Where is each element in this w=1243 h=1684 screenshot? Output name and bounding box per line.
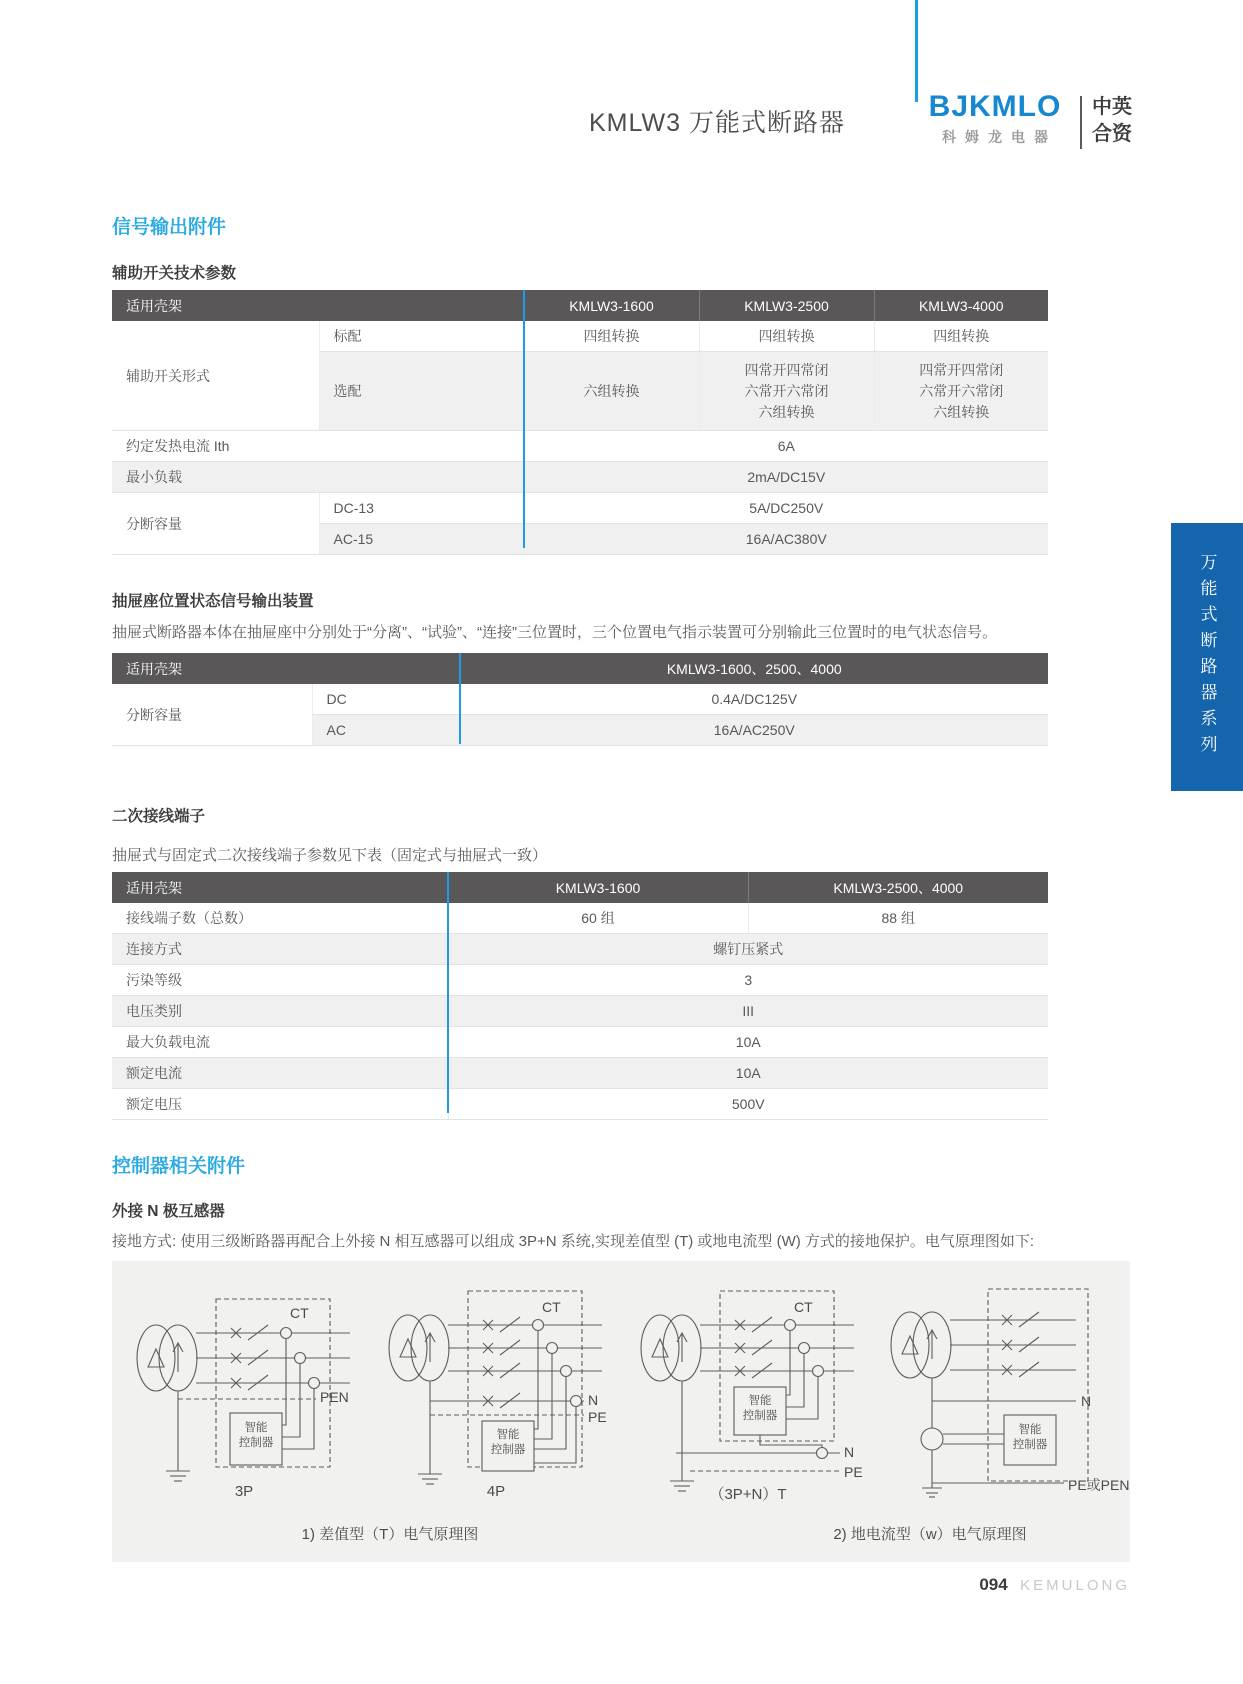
aux-dc13-value: 5A/DC250V [524, 493, 1048, 524]
diagram-row [120, 1275, 1130, 1503]
drawer-dc-label: DC [312, 684, 460, 715]
phase-lines [700, 1317, 854, 1378]
figure-caption-ground-current: 2) 地电流型（w）电气原理图 [833, 1526, 1027, 1543]
drawer-signal-table [112, 653, 1048, 746]
terminal-header-2500-4000: KMLW3-2500、4000 [748, 872, 1048, 903]
aux-break-label: 分断容量 [112, 493, 319, 555]
aux-switch-title: 辅助开关技术参数 [112, 265, 237, 282]
drawer-signal-desc: 抽屉式断路器本体在抽屉座中分别处于“分离”、“试验”、“连接”三位置时，三个位置电气指示装置可分别输此三位置时的电气状态信号。 [112, 624, 997, 641]
aux-minload-value: 2mA/DC15V [524, 462, 1048, 493]
logo-divider [1080, 96, 1082, 149]
top-accent-line [915, 0, 918, 102]
wiring-diagram-panel [112, 1261, 1130, 1562]
terminal-rated-current-label: 额定电流 [112, 1058, 448, 1089]
terminal-count-1600: 60 组 [448, 903, 748, 934]
terminal-row-rated-current [112, 1058, 1048, 1089]
terminal-count-label: 接线端子数（总数） [112, 903, 448, 934]
transformer-symbol [389, 1315, 449, 1381]
aux-std-1600: 四组转换 [524, 321, 699, 352]
controller-label: 智能 控制器 [490, 1429, 526, 1456]
joint-venture-line2: 合资 [1092, 123, 1132, 145]
aux-std-label: 标配 [319, 321, 524, 352]
terminal-max-current-value: 10A [448, 1027, 1048, 1058]
series-side-tab-text: 万能式断路器系列 [1197, 553, 1217, 761]
ground-ct-sensor [921, 1378, 1004, 1483]
aux-ith-value: 6A [524, 431, 1048, 462]
footer-brand: KEMULONG [1020, 1577, 1130, 1594]
terminal-title: 二次接线端子 [112, 808, 206, 825]
terminal-connection-value: 螺钉压紧式 [448, 934, 1048, 965]
diagram-caption-3p: 3P [234, 1483, 254, 1500]
diagram-3p-n-t-svg [624, 1275, 872, 1500]
aux-std-2500: 四组转换 [699, 321, 874, 352]
brand-logo-wordmark: BJKMLO [928, 90, 1062, 123]
aux-table-accent-line [523, 290, 525, 548]
ct-label: CT [290, 1305, 309, 1321]
drawer-header-frame: 适用壳架 [112, 653, 460, 684]
drawer-dc-value: 0.4A/DC125V [460, 684, 1048, 715]
nct-desc: 接地方式: 使用三级断路器再配合上外接 N 相互感器可以组成 3P+N 系统,实现差值型 (T) 或地电流型 (W) 方式的接地保护。电气原理图如下: [112, 1233, 1035, 1250]
aux-switch-table [112, 290, 1048, 555]
aux-form-label: 辅助开关形式 [112, 321, 319, 431]
nct-title: 外接 N 极互感器 [112, 1203, 225, 1220]
terminal-voltage-class-value: III [448, 996, 1048, 1027]
aux-header-4000: KMLW3-4000 [874, 290, 1048, 321]
ground-symbol [670, 1381, 694, 1491]
aux-minload-label: 最小负载 [112, 462, 524, 493]
aux-row-ith [112, 431, 1048, 462]
ct-sensors [785, 1320, 824, 1420]
joint-venture-line1: 中英 [1092, 96, 1132, 118]
controller-label: 智能 控制器 [742, 1395, 778, 1422]
drawer-signal-title: 抽屉座位置状态信号输出装置 [112, 593, 314, 610]
aux-ac15-value: 16A/AC380V [524, 524, 1048, 555]
terminal-voltage-class-label: 电压类别 [112, 996, 448, 1027]
pe-or-pen-label: PE或PEN [1068, 1477, 1130, 1493]
joint-venture-label [1092, 94, 1132, 148]
section-heading-controller: 控制器相关附件 [112, 1156, 246, 1177]
aux-dc13-label: DC-13 [319, 493, 524, 524]
transformer-symbol [641, 1315, 701, 1381]
terminal-row-rated-voltage [112, 1089, 1048, 1120]
page-number: 094 [979, 1575, 1008, 1594]
controller-label: 智能 控制器 [238, 1422, 274, 1449]
terminal-rated-voltage-value: 500V [448, 1089, 1048, 1120]
n-label: N [1081, 1393, 1092, 1409]
aux-opt-label: 选配 [319, 352, 524, 431]
section-heading-signal-output: 信号输出附件 [112, 217, 227, 238]
terminal-row-voltage-class [112, 996, 1048, 1027]
terminal-header-1600: KMLW3-1600 [448, 872, 748, 903]
diagram-caption-3p-n-t: （3P+N）T [709, 1486, 787, 1503]
terminal-header-frame: 适用壳架 [112, 872, 448, 903]
pe-label: PE [844, 1464, 863, 1480]
terminal-connection-label: 连接方式 [112, 934, 448, 965]
terminal-count-2500: 88 组 [748, 903, 1048, 934]
pen-label: PEN [320, 1389, 349, 1405]
drawer-ac-label: AC [312, 715, 460, 746]
aux-ac15-label: AC-15 [319, 524, 524, 555]
terminal-table-accent-line [447, 872, 449, 1113]
aux-opt-1600: 六组转换 [524, 352, 699, 431]
drawer-ac-value: 16A/AC250V [460, 715, 1048, 746]
aux-opt-2500: 四常开四常闭 六常开六常闭 六组转换 [699, 352, 874, 431]
diagram-caption-4p: 4P [486, 1483, 506, 1500]
terminal-row-connection [112, 934, 1048, 965]
ct-sensors [281, 1328, 320, 1450]
diagram-ground-current [876, 1275, 1130, 1500]
aux-header-2500: KMLW3-2500 [699, 290, 874, 321]
terminal-table [112, 872, 1048, 1120]
terminal-max-current-label: 最大负载电流 [112, 1027, 448, 1058]
page-footer [112, 1575, 1130, 1595]
aux-std-4000: 四组转换 [874, 321, 1048, 352]
terminal-desc: 抽屉式与固定式二次接线端子参数见下表（固定式与抽屉式一致） [112, 847, 548, 864]
ct-sensors [533, 1320, 582, 1464]
drawer-table-header-row [112, 653, 1048, 684]
ct-label: CT [542, 1299, 561, 1315]
aux-table-header-row [112, 290, 1048, 321]
ground-symbol [418, 1381, 442, 1484]
drawer-break-label: 分断容量 [112, 684, 312, 746]
ground-symbol [166, 1391, 190, 1481]
figure-caption-differential: 1) 差值型（T）电气原理图 [301, 1526, 479, 1543]
terminal-row-count [112, 903, 1048, 934]
diagram-ground-current-svg [876, 1275, 1124, 1500]
aux-row-minload [112, 462, 1048, 493]
brand-logo-chinese: 科姆龙电器 [942, 129, 1057, 145]
controller-label: 智能 控制器 [1012, 1424, 1048, 1451]
terminal-rated-voltage-label: 额定电压 [112, 1089, 448, 1120]
diagram-4p-svg [372, 1275, 620, 1500]
drawer-header-models: KMLW3-1600、2500、4000 [460, 653, 1048, 684]
drawer-row-dc [112, 684, 1048, 715]
aux-header-1600: KMLW3-1600 [524, 290, 699, 321]
transformer-symbol [137, 1325, 197, 1391]
aux-opt-4000: 四常开四常闭 六常开六常闭 六组转换 [874, 352, 1048, 431]
terminal-row-max-current [112, 1027, 1048, 1058]
terminal-pollution-label: 污染等级 [112, 965, 448, 996]
aux-row-dc13 [112, 493, 1048, 524]
series-side-tab [1171, 523, 1243, 791]
neutral-line [676, 1435, 840, 1459]
terminal-pollution-value: 3 [448, 965, 1048, 996]
phase-lines [196, 1325, 350, 1390]
phase-lines [950, 1312, 1076, 1377]
drawer-table-accent-line [459, 653, 461, 744]
ct-label: CT [794, 1299, 813, 1315]
terminal-rated-current-value: 10A [448, 1058, 1048, 1089]
ground-symbol [922, 1483, 942, 1497]
page-title: KMLW3 万能式断路器 [589, 109, 845, 137]
diagram-3p-svg [120, 1275, 368, 1500]
aux-ith-label: 约定发热电流 Ith [112, 431, 524, 462]
diagram-3p-n-t [624, 1275, 872, 1503]
aux-header-frame: 适用壳架 [112, 290, 524, 321]
transformer-symbol [891, 1312, 951, 1378]
n-label: N [588, 1392, 599, 1408]
terminal-row-pollution [112, 965, 1048, 996]
aux-row-standard [112, 321, 1048, 352]
diagram-4p [372, 1275, 620, 1500]
pe-label: PE [588, 1409, 607, 1425]
phase-lines [430, 1317, 602, 1408]
diagram-3p [120, 1275, 368, 1500]
terminal-header-row [112, 872, 1048, 903]
n-label: N [844, 1444, 855, 1460]
